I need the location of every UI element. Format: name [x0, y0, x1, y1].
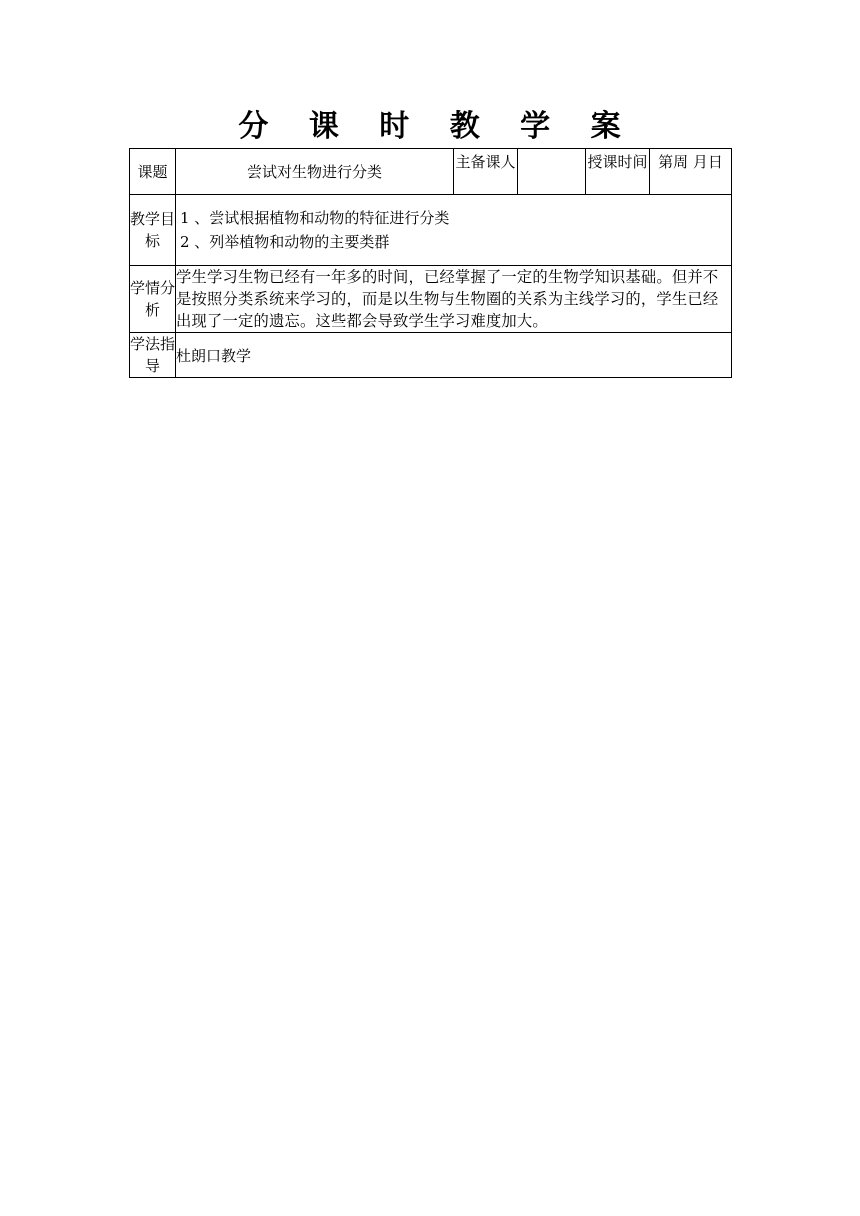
date-value: 第周 月日	[650, 149, 732, 195]
lesson-plan-table	[129, 148, 732, 378]
analysis-text: 学生学习生物已经有一年多的时间，已经掌握了一定的生物学知识基础。但并不是按照分类系统来学习的，而是以生物与生物圈的关系为主线学习的，学生已经出现了一定的遗忘。这些都会导致学生学习难度加大。	[176, 266, 732, 333]
goal-item: 2 、列举植物和动物的主要类群	[180, 233, 390, 251]
method-row	[130, 333, 732, 378]
page-title: 分 课 时 教 学 案	[238, 109, 636, 144]
topic-value: 尝试对生物进行分类	[176, 149, 454, 195]
method-label: 学法指导	[130, 333, 176, 378]
goals-label: 教学目标	[130, 195, 176, 266]
header-row	[130, 149, 732, 195]
topic-label: 课题	[130, 149, 176, 195]
preparer-value	[518, 149, 586, 195]
goals-row	[130, 195, 732, 266]
goal-item: 1 、尝试根据植物和动物的特征进行分类	[180, 209, 450, 227]
preparer-label: 主备课人	[454, 149, 518, 195]
method-text: 杜朗口教学	[176, 333, 732, 378]
analysis-label: 学情分析	[130, 266, 176, 333]
goals-content	[176, 195, 732, 266]
analysis-row	[130, 266, 732, 333]
time-label: 授课时间	[586, 149, 650, 195]
